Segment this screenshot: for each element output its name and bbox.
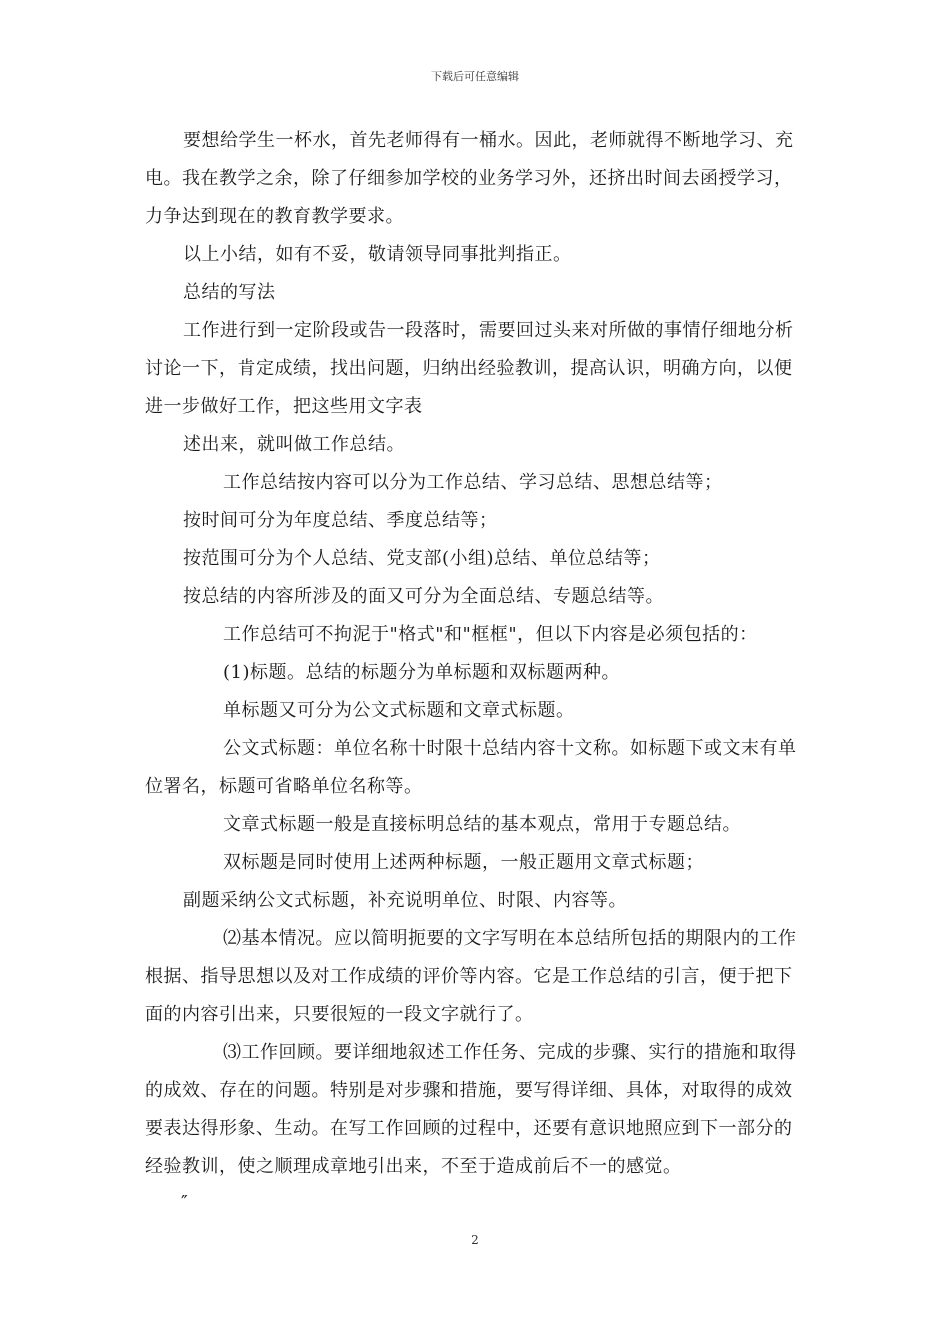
paragraph: 述出来，就叫做工作总结。 — [183, 434, 405, 455]
page-header: 下载后可任意编辑 — [431, 70, 519, 83]
trailing-quote-mark: ″ — [181, 1192, 188, 1213]
document-body — [145, 122, 807, 1218]
paragraph: ⑶工作回顾。要详细地叙述工作任务、完成的步骤、实行的措施和取得的成效、存在的问题。特别是对步骤和措施，要写得详细、具体，对取得的成效要表达得形象、生动。在写工作回顾的过程中，还要有意识地照应到下一部分的经验教训，使之顺理成章地引出来，不至于造成前后不一的感觉。 — [145, 1042, 797, 1177]
paragraph: 要想给学生一杯水，首先老师得有一桶水。因此，老师就得不断地学习、充电。我在教学之余，除了仔细参加学校的业务学习外，还挤出时间去函授学习，力争达到现在的教育教学要求。 — [145, 130, 794, 227]
paragraph: 文章式标题一般是直接标明总结的基本观点，常用于专题总结。 — [223, 814, 741, 835]
paragraph: (1)标题。总结的标题分为单标题和双标题两种。 — [223, 662, 620, 683]
paragraph: 工作总结可不拘泥于"格式"和"框框"，但以下内容是必须包括的： — [223, 624, 758, 645]
paragraph: 按时间可分为年度总结、季度总结等； — [183, 510, 498, 531]
paragraph: 单标题又可分为公文式标题和文章式标题。 — [223, 700, 575, 721]
page-number: 2 — [471, 1233, 479, 1247]
paragraph: 按范围可分为个人总结、党支部(小组)总结、单位总结等； — [183, 548, 661, 569]
paragraph: ⑵基本情况。应以简明扼要的文字写明在本总结所包括的期限内的工作根据、指导思想以及对工作成绩的评价等内容。它是工作总结的引言，便于把下面的内容引出来，只要很短的一段文字就行了。 — [145, 928, 797, 1025]
paragraph: 总结的写法 — [183, 282, 276, 303]
paragraph: 按总结的内容所涉及的面又可分为全面总结、专题总结等。 — [183, 586, 664, 607]
paragraph: 工作总结按内容可以分为工作总结、学习总结、思想总结等； — [223, 472, 723, 493]
paragraph: 副题采纳公文式标题，补充说明单位、时限、内容等。 — [183, 890, 627, 911]
paragraph: 以上小结，如有不妥，敬请领导同事批判指正。 — [183, 244, 572, 265]
paragraph: 工作进行到一定阶段或告一段落时，需要回过头来对所做的事情仔细地分析讨论一下，肯定成绩，找出问题，归纳出经验教训，提高认识，明确方向，以便进一步做好工作，把这些用文字表 — [145, 320, 794, 417]
paragraph: 公文式标题：单位名称十时限十总结内容十文称。如标题下或文末有单位署名，标题可省略单位名称等。 — [145, 738, 797, 797]
paragraph: 双标题是同时使用上述两种标题，一般正题用文章式标题； — [223, 852, 704, 873]
